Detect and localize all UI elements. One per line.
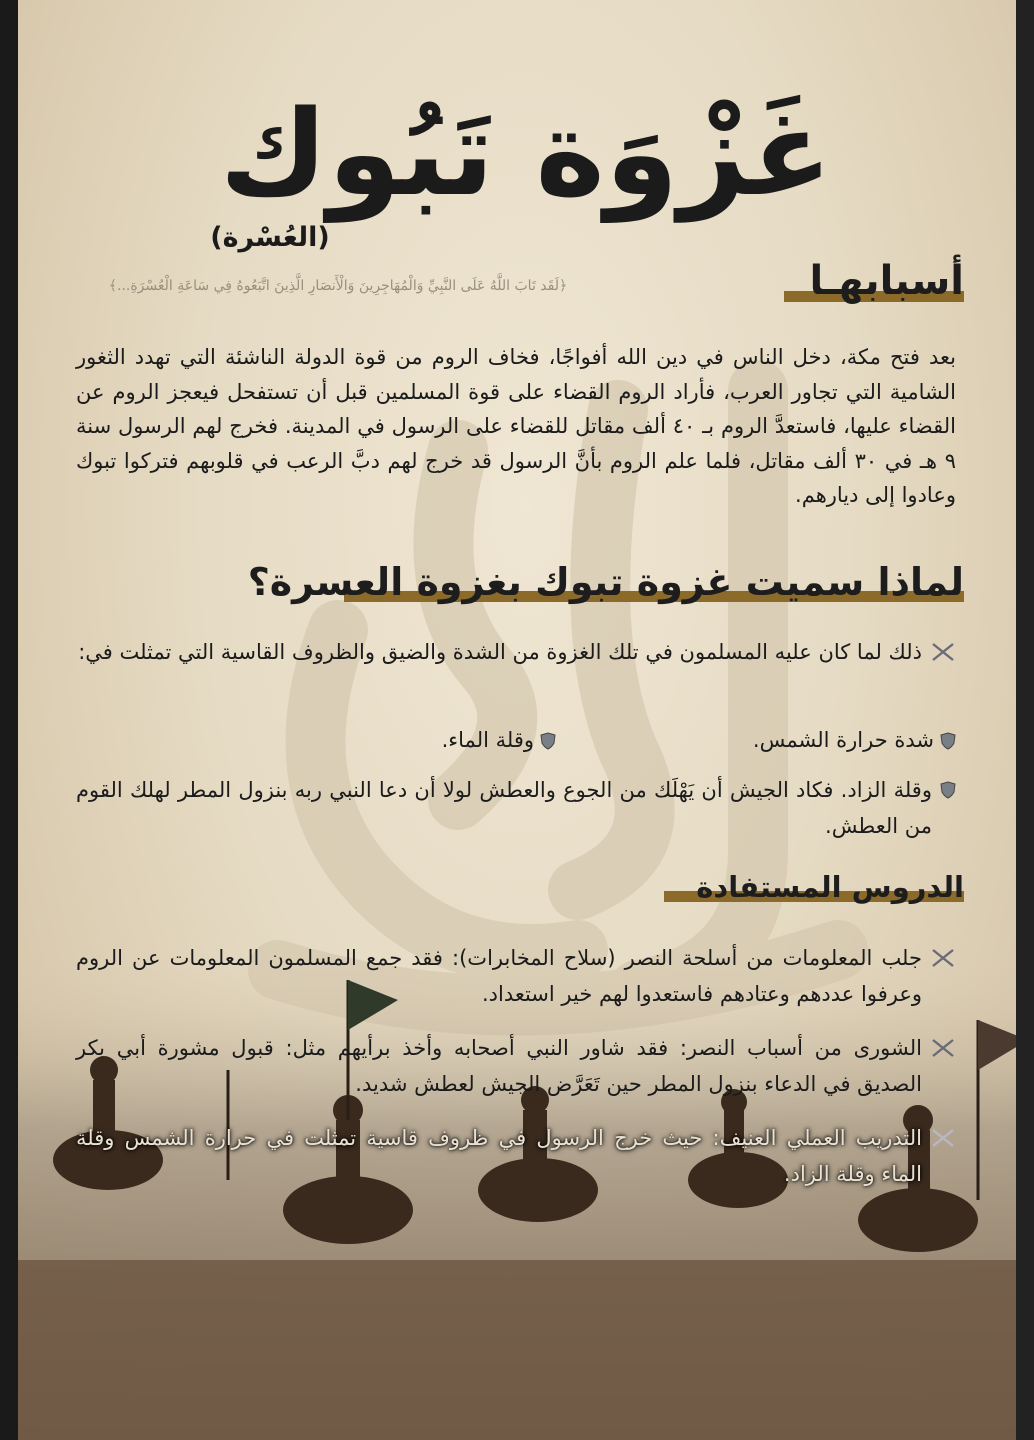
shield-icon [540, 732, 556, 750]
lesson-item: جلب المعلومات من أسلحة النصر (سلاح المخابرات): فقد جمع المسلمون المعلومات عن الروم وعرفوا عددهم وعتادهم فاستعدوا لهم خير استعداد. [76, 940, 956, 1012]
causes-heading: أسبابهـا [809, 258, 964, 304]
crossed-swords-icon [930, 641, 956, 663]
page-subtitle: (العُسْرة) [210, 222, 330, 253]
naming-intro: ذلك لما كان عليه المسلمون في تلك الغزوة من الشدة والضيق والظروف القاسية التي تمثلت في: [76, 634, 956, 670]
bullet-item: شدة حرارة الشمس. [753, 728, 956, 752]
right-edge-strip [1016, 0, 1034, 1440]
poster-page [18, 0, 1034, 1440]
crossed-swords-icon [930, 1127, 956, 1149]
lesson-item: الشورى من أسباب النصر: فقد شاور النبي أصحابه وأخذ برأيهم مثل: قبول مشورة أبي بكر الصديق في الدعاء بنزول المطر حين تَعَرَّض الجيش لعطش شديد. [76, 1030, 956, 1102]
shield-icon [940, 732, 956, 750]
shield-icon [940, 781, 956, 799]
page-title: غَزْوَة تَبُوك [219, 84, 833, 222]
bullet-item: وقلة الماء. [442, 728, 556, 752]
quran-verse: ﴿لَقَد تَابَ اللَّهُ عَلَى النَّبِيِّ وَالْمُهَاجِرِينَ وَالْأَنصَارِ الَّذِينَ اتَّبَعُوهُ فِي سَاعَةِ الْعُسْرَةِ...﴾ [108, 278, 568, 294]
bullet-item: وقلة الزاد. فكاد الجيش أن يَهْلَك من الجوع والعطش لولا أن دعا النبي ربه بنزول المطر لهلك القوم من العطش. [76, 772, 956, 844]
lesson-item: التدريب العملي العنيف: حيث خرج الرسول في ظروف قاسية تمثلت في حرارة الشمس وقلة الماء وقلة الزاد. [76, 1120, 956, 1192]
lessons-heading: الدروس المستفادة [696, 870, 964, 904]
crossed-swords-icon [930, 1037, 956, 1059]
crossed-swords-icon [930, 947, 956, 969]
causes-paragraph: بعد فتح مكة، دخل الناس في دين الله أفواجًا، فخاف الروم من قوة الدولة الناشئة التي تهدد الثغور الشامية التي تجاور العرب، فأراد الروم القضاء على قوة المسلمين قبل أن تستفحل فيعجز الروم عن القضاء عليها، فاستعدَّ الروم بـ ٤٠ ألف مقاتل للقضاء على الرسول في المدينة. فخرج لهم الرسول سنة ٩ هـ في ٣٠ ألف مقاتل، فلما علم الروم بأنَّ الرسول قد خرج لهم دبَّ الرعب في قلوبهم فتركوا تبوك وعادوا إلى ديارهم. [76, 345, 957, 507]
naming-heading: لماذا سميت غزوة تبوك بغزوة العسرة؟ [247, 560, 964, 604]
